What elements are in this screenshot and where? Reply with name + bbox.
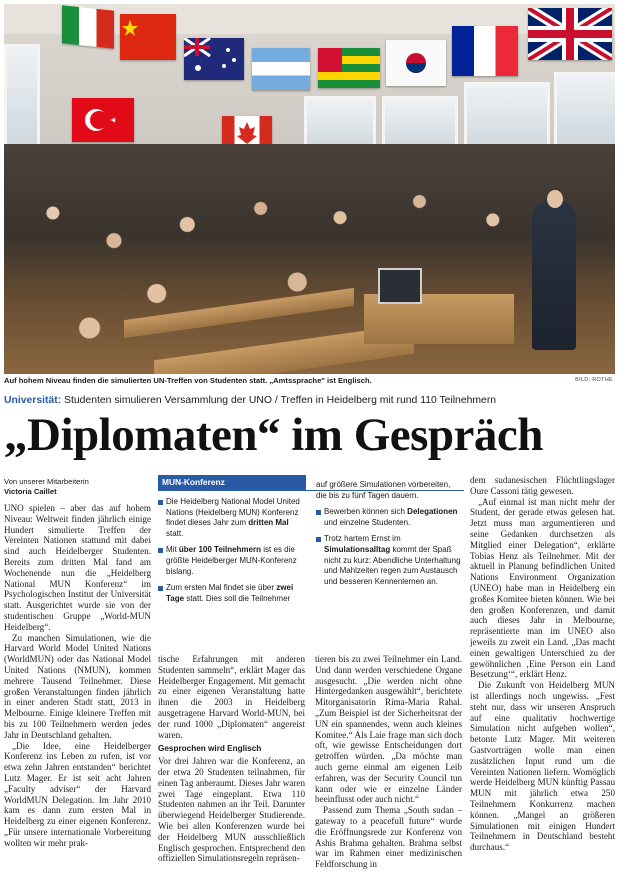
kicker bbox=[4, 395, 496, 406]
byline-author: Victoria Caillet bbox=[4, 487, 57, 496]
flag-korea-icon bbox=[386, 40, 446, 86]
info-box-body bbox=[158, 480, 464, 641]
paragraph: Vor drei Jahren war die Konferenz, an der etwa 20 Studenten teilnahmen, für einen Tag anberaumt. Dieses Jahr waren zwei Tage eingeplant. Etwa 110 Studenten nahmen an ihr Teil. Darunter überwiegend Heidelberger Studierende. Wie bei allen Konferenzen wurde bei der Heidelberg MUN ausschließlich Englisch gesprochen. Entsprechend den offiziellen Simulationsregeln repräsen- bbox=[158, 756, 305, 864]
info-box-column-1 bbox=[158, 497, 304, 610]
bullet-text: kommt der Spaß nicht zu kurz: Abendliche Unterhaltung und Mahlzeiten regen zum Austausch und besseren Kennenlernen an. bbox=[324, 544, 461, 586]
article-column-1 bbox=[4, 503, 151, 849]
crescent-icon bbox=[72, 98, 134, 142]
paragraph: tieren bis zu zwei Teilnehmer ein Land. Und dann werden verschiedene Organe ausgesucht. „Die werden nicht ohne Hintergedanken ausgewählt“, berichtete Mitorganisatorin Rima-Maria Rahal. „Zum Beispiel ist der Sicherheitsrat der UN ein spannendes, wenn auch kleines Komitee.“ Als Laie frage man sich doch oft, wie gewisse Entscheidungen dort getroffen würden. „Da möchte man auch gerne einmal am eigenen Leib erfahren, was der Security Council tun kann oder wie er einzelne Länder beeinflusst oder auch nicht.“ bbox=[315, 654, 462, 805]
taegeuk-icon bbox=[386, 40, 446, 86]
paragraph: Die Zukunft von Heidelberg MUN ist allerdings noch ungewiss. „Fest steht nur, dass wir unseren Anspruch auf eine qualitativ hochwertige Simulation nicht aufgeben wollen“, betonte Lutz Mager. Mit weiteren Gastvorträgen wolle man einen zusätzlichen Input rund um die Vereinten Nationen liefern. Womöglich werde Heidelberg MUN künftig Passau MUN mit jährlich etwa 250 Teilnehmern Konkurrenz machen können. „Mangel an größeren Simulationen mit einigen Hundert Teilnehmern in Deutschland besteht durchaus.“ bbox=[470, 680, 615, 853]
bullet-text: und einzelne Studenten. bbox=[324, 517, 411, 527]
flag-togo-icon bbox=[318, 48, 380, 88]
bullet-text: Bewerben können sich bbox=[324, 507, 408, 517]
bullet-text: Die Heidelberg National Model United Nations (Heidelberg MUN) Konferenz findet dieses Jahr zum bbox=[166, 497, 300, 528]
bullet-bold: über 100 Teilnehmern bbox=[178, 545, 261, 555]
info-box-column-2 bbox=[316, 480, 462, 593]
flag-china-icon bbox=[120, 14, 176, 60]
bullet-text: ist es die größte Heidelberger MUN-Konferenz bislang. bbox=[166, 545, 297, 576]
paragraph: „Die Idee, eine Heidelberger Konferenz ins Leben zu rufen, ist vor etwa zehn Jahren entstanden“ berichtet Lutz Mager. Er ist seit acht Jahren „Faculty adviser“ der Harvard WorldMUN Delegation. Im Jahr 2010 kam es dann zum ersten Mal in Heidelberg zu einer eigenen Konferenz. „Für unsere internationale Vorbereitung wollten wir mehr prak- bbox=[4, 740, 151, 848]
info-box bbox=[158, 475, 464, 647]
bullet-square-icon bbox=[316, 537, 321, 542]
paragraph: tische Erfahrungen mit anderen Studenten sammeln“, erklärt Mager das Heidelberger Engagement. Mit gemacht zu einer eigenen Veranstaltung hatte ihnen die 2003 in Heidelberg ausgetragene Harvard World-MUN, bei der rund 1000 „Diplomaten“ angereist waren. bbox=[158, 654, 305, 740]
article-column-3 bbox=[315, 654, 462, 870]
byline bbox=[4, 477, 154, 497]
bullet-text: statt. Dies soll die Teilnehmer bbox=[184, 593, 291, 603]
bullet-text: statt. bbox=[166, 528, 184, 538]
info-bullet bbox=[316, 534, 462, 587]
info-box-title: MUN-Konferenz bbox=[158, 475, 306, 490]
flag-uk-icon bbox=[528, 8, 612, 60]
headline: „Diplomaten“ im Gespräch bbox=[4, 409, 543, 461]
bullet-bold: dritten Mal bbox=[248, 518, 289, 528]
subheading: Gesprochen wird Englisch bbox=[158, 744, 262, 754]
info-bullet bbox=[158, 583, 304, 604]
photo-credit: BILD: ROTHE bbox=[575, 377, 613, 383]
info-bullet bbox=[316, 507, 462, 528]
flag-australia-icon bbox=[184, 38, 244, 80]
paragraph: Passend zum Thema „South sudan – gateway to a peacefull future“ wurde die Eröffnungsrede zur Konferenz von Ashis Brahma gehalten. Brahma selbst war im Rahmen einer medizinischen Feldforschung in bbox=[315, 805, 462, 870]
bullet-bold: zwei Tage bbox=[166, 583, 294, 603]
photo-speaker-head bbox=[547, 190, 563, 208]
bullet-text: Mit bbox=[166, 545, 179, 555]
bullet-square-icon bbox=[316, 510, 321, 515]
byline-prefix: Von unserer Mitarbeiterin bbox=[4, 477, 89, 486]
article-column-2 bbox=[158, 654, 305, 864]
bullet-text: Zum ersten Mal findet sie über bbox=[166, 583, 277, 593]
bullet-square-icon bbox=[158, 500, 163, 505]
kicker-topic: Universität: bbox=[4, 395, 62, 406]
flag-canton bbox=[318, 48, 342, 72]
bullet-bold: Delegationen bbox=[407, 507, 458, 517]
bullet-bold: Simulationsalltag bbox=[324, 544, 391, 554]
photo-caption: Auf hohem Niveau finden die simulierten UN-Treffen von Studenten statt. „Amtssprache" ist Englisch. bbox=[4, 376, 372, 385]
paragraph: Zu manchen Simulationen, wie die Harvard World Model United Nations (WorldMUN) oder das National Model United Nations (NMUN), kommen mehrere Tausend Teilnehmer. Diese großen Veranstaltungen finden jährlich in einer anderen Stadt statt, 2013 in Melbourne. Einige kleinere Treffen mit bis zu 100 Teilnehmern werden jedes Jahr in Deutschland gehalten. bbox=[4, 632, 151, 740]
flag-france-icon bbox=[452, 26, 518, 76]
bullet-text: Trotz hartem Ernst im bbox=[324, 534, 401, 544]
bullet-continuation: auf größere Simulationen vorbereiten, die bis zu fünf Tagen dauern. bbox=[316, 480, 451, 500]
star-icon bbox=[184, 38, 244, 80]
flag-turkey-icon bbox=[72, 98, 134, 142]
star-icon bbox=[120, 14, 176, 60]
bullet-square-icon bbox=[158, 586, 163, 591]
paragraph: „Auf einmal ist man nicht mehr der Student, der gerade etwas gelesen hat. Jetzt muss man argumentieren und seine Gedanken durchsetzen als Mitglied einer Delegation“, erklärte Tobias Henz als Teilnehmer. Mit der aktuell in Planung befindlichen United Nations Environment Organization (UNEO) habe man in Heidelberg ein großes Komitee bieten können. Wie bei den großen Konferenzen, und damit auch dieses Jahr in Melbourne, repräsentierte man im UNEO also jeweils zu zweit ein Land. „Das macht einen gewaltigen Unterschied zu der gewöhnlichen ‚Eine Person ein Land Besetzung‘“, erklärt Henz. bbox=[470, 496, 615, 680]
info-bullet bbox=[158, 497, 304, 539]
paragraph: UNO spielen – aber das auf hohem Niveau: Weltweit finden jährlich einige Hundert simulierte Treffen der Vereinten Nationen stattund mit dabei sind auch Heidelberger Studenten. Bereits zum dritten Mal fand am Wochenende nun die „Heidelberg National MUN Konferenz“ im Psychologischen Institut der Universität statt. Ausgerichtet wurde sie von der studentischen Gruppe „World-MUN Heidelberg“. bbox=[4, 503, 151, 632]
article-photo bbox=[4, 4, 615, 374]
union-jack-icon bbox=[528, 8, 612, 60]
photo-speaker bbox=[532, 200, 576, 350]
bullet-square-icon bbox=[158, 548, 163, 553]
info-bullet bbox=[158, 545, 304, 577]
article-column-4 bbox=[470, 475, 615, 853]
kicker-text: Studenten simulieren Versammlung der UNO / Treffen in Heidelberg mit rund 110 Teilnehmern bbox=[61, 395, 497, 406]
flag-argentina-icon bbox=[252, 48, 310, 90]
photo-monitor bbox=[378, 268, 422, 304]
paragraph: dem sudanesischen Flüchtlingslager Oure Cassoni tätig gewesen. bbox=[470, 475, 615, 496]
flag-icon bbox=[62, 5, 114, 48]
